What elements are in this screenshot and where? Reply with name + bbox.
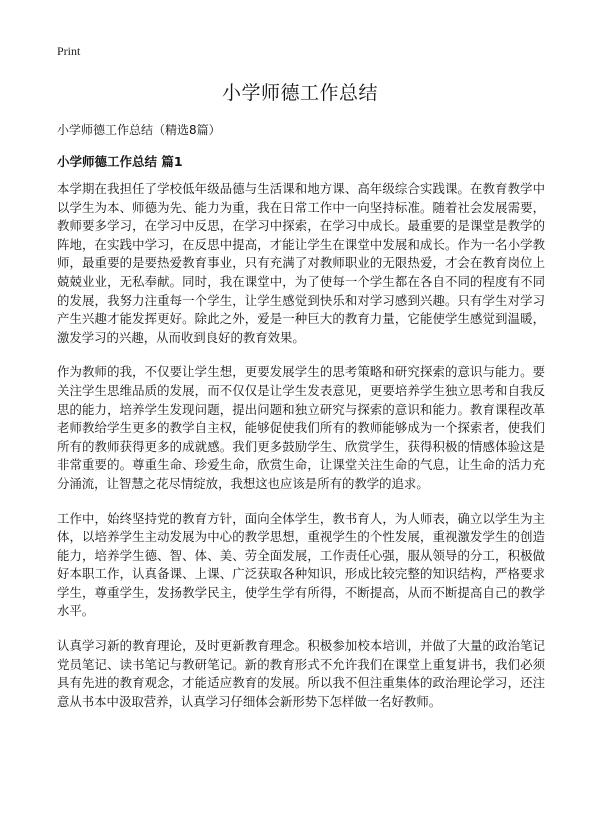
paragraph-2: 作为教师的我，不仅要让学生想，更要发展学生的思考策略和研究探索的意识与能力。要关注学生思维品质的发展，而不仅仅是让学生发表意见，更要培养学生独立思考和自我反思的能力，培养学生发现问题，提出问题和独立研究与探索的意识和能力。教育课程改革老师教给学生更多的教学自主权，能够促使我们所有的教师能够成为一个探索者，使我们所有的教师获得更多的成就感。我们更多鼓励学生、欣赏学生，获得积极的情感体验这是非常重要的。尊重生命、珍爱生命，欣赏生命，让课堂关注生命的气息，让生命的活力充分涌流，让智慧之花尽情绽放，我想这也应该是所有的教学的追求。	[57, 364, 545, 491]
section-heading: 小学师德工作总结 篇1	[57, 154, 183, 169]
page-title: 小学师德工作总结	[221, 82, 378, 104]
paragraph-3: 工作中，始终坚持党的教育方针，面向全体学生，教书育人，为人师表，确立以学生为主体，以培养学生主动发展为中心的教学思想，重视学生的个性发展，重视激发学生的创造能力，培养学生德、智、体、美、劳全面发展，工作责任心强，服从领导的分工，积极做好本职工作，认真备课、上课、广泛获取各种知识，形成比较完整的知识结构，严格要求学生，尊重学生，发扬教学民主，使学生学有所得，不断提高，从而不断提高自己的教学水平。	[57, 510, 545, 619]
document-subtitle: 小学师德工作总结（精选8篇）	[57, 123, 221, 137]
print-link[interactable]: Print	[57, 44, 81, 58]
paragraph-1: 本学期在我担任了学校低年级品德与生活课和地方课、高年级综合实践课。在教育教学中以学生为本、师德为先、能力为重，我在日常工作中一向坚持标准。随着社会发展需要，教师要多学习，在学习中反思，在学习中探索，在学习中成长。最重要的是课堂是教学的阵地，在实践中学习，在反思中提高，才能让学生在课堂中发展和成长。作为一名小学教师，最重要的是要热爱教育事业，只有充满了对教师职业的无限热爱，才会在教育岗位上兢兢业业，无私奉献。同时，我在课堂中，为了使每一个学生都在各自不同的程度有不同的发展，我努力注重每一个学生，让学生感觉到快乐和对学习感到兴趣。只有学生对学习产生兴趣才能发挥更好。除此之外，爱是一种巨大的教育力量，它能使学生感觉到温暖，激发学习的兴趣，从而收到良好的教育效果。	[57, 181, 545, 345]
article-body	[57, 180, 545, 727]
paragraph-4: 认真学习新的教育理论，及时更新教育理念。积极参加校本培训，并做了大量的政治笔记党员笔记、读书笔记与教研笔记。新的教育形式不允许我们在课堂上重复讲书，我们必须具有先进的教育观念，才能适应教育的发展。所以我不但注重集体的政治理论学习，还注意从书本中汲取营养，认真学习仔细体会新形势下怎样做一名好教师。	[57, 638, 545, 709]
